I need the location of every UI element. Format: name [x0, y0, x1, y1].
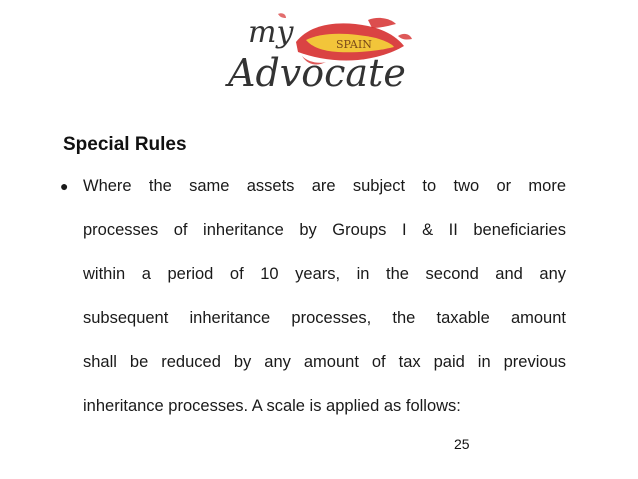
paragraph-line: shall be reduced by any amount of tax paid in previous — [83, 353, 566, 371]
my-spain-advocate-logo — [218, 6, 418, 98]
page-number: 25 — [454, 436, 470, 452]
paragraph-line: inheritance processes. A scale is applied as follows: — [83, 397, 461, 415]
logo-line1-text: my — [248, 15, 294, 50]
paragraph-line: processes of inheritance by Groups I & II beneficiaries — [83, 221, 566, 239]
paragraph-line: within a period of 10 years, in the second and any — [83, 265, 566, 283]
paragraph-line: Where the same assets are subject to two or more — [83, 177, 566, 195]
logo-graphic — [218, 6, 418, 98]
list-item — [60, 164, 566, 428]
flag-splash-1 — [368, 18, 396, 28]
section-heading: Special Rules — [63, 134, 187, 155]
logo-flag-text: SPAIN — [336, 38, 372, 51]
rules-list — [60, 178, 566, 428]
paragraph-line: subsequent inheritance processes, the taxable amount — [83, 309, 566, 327]
bullet-icon: ● — [60, 178, 69, 194]
flag-splash-2 — [398, 34, 412, 40]
logo-line2-text: Advocate — [228, 51, 406, 95]
